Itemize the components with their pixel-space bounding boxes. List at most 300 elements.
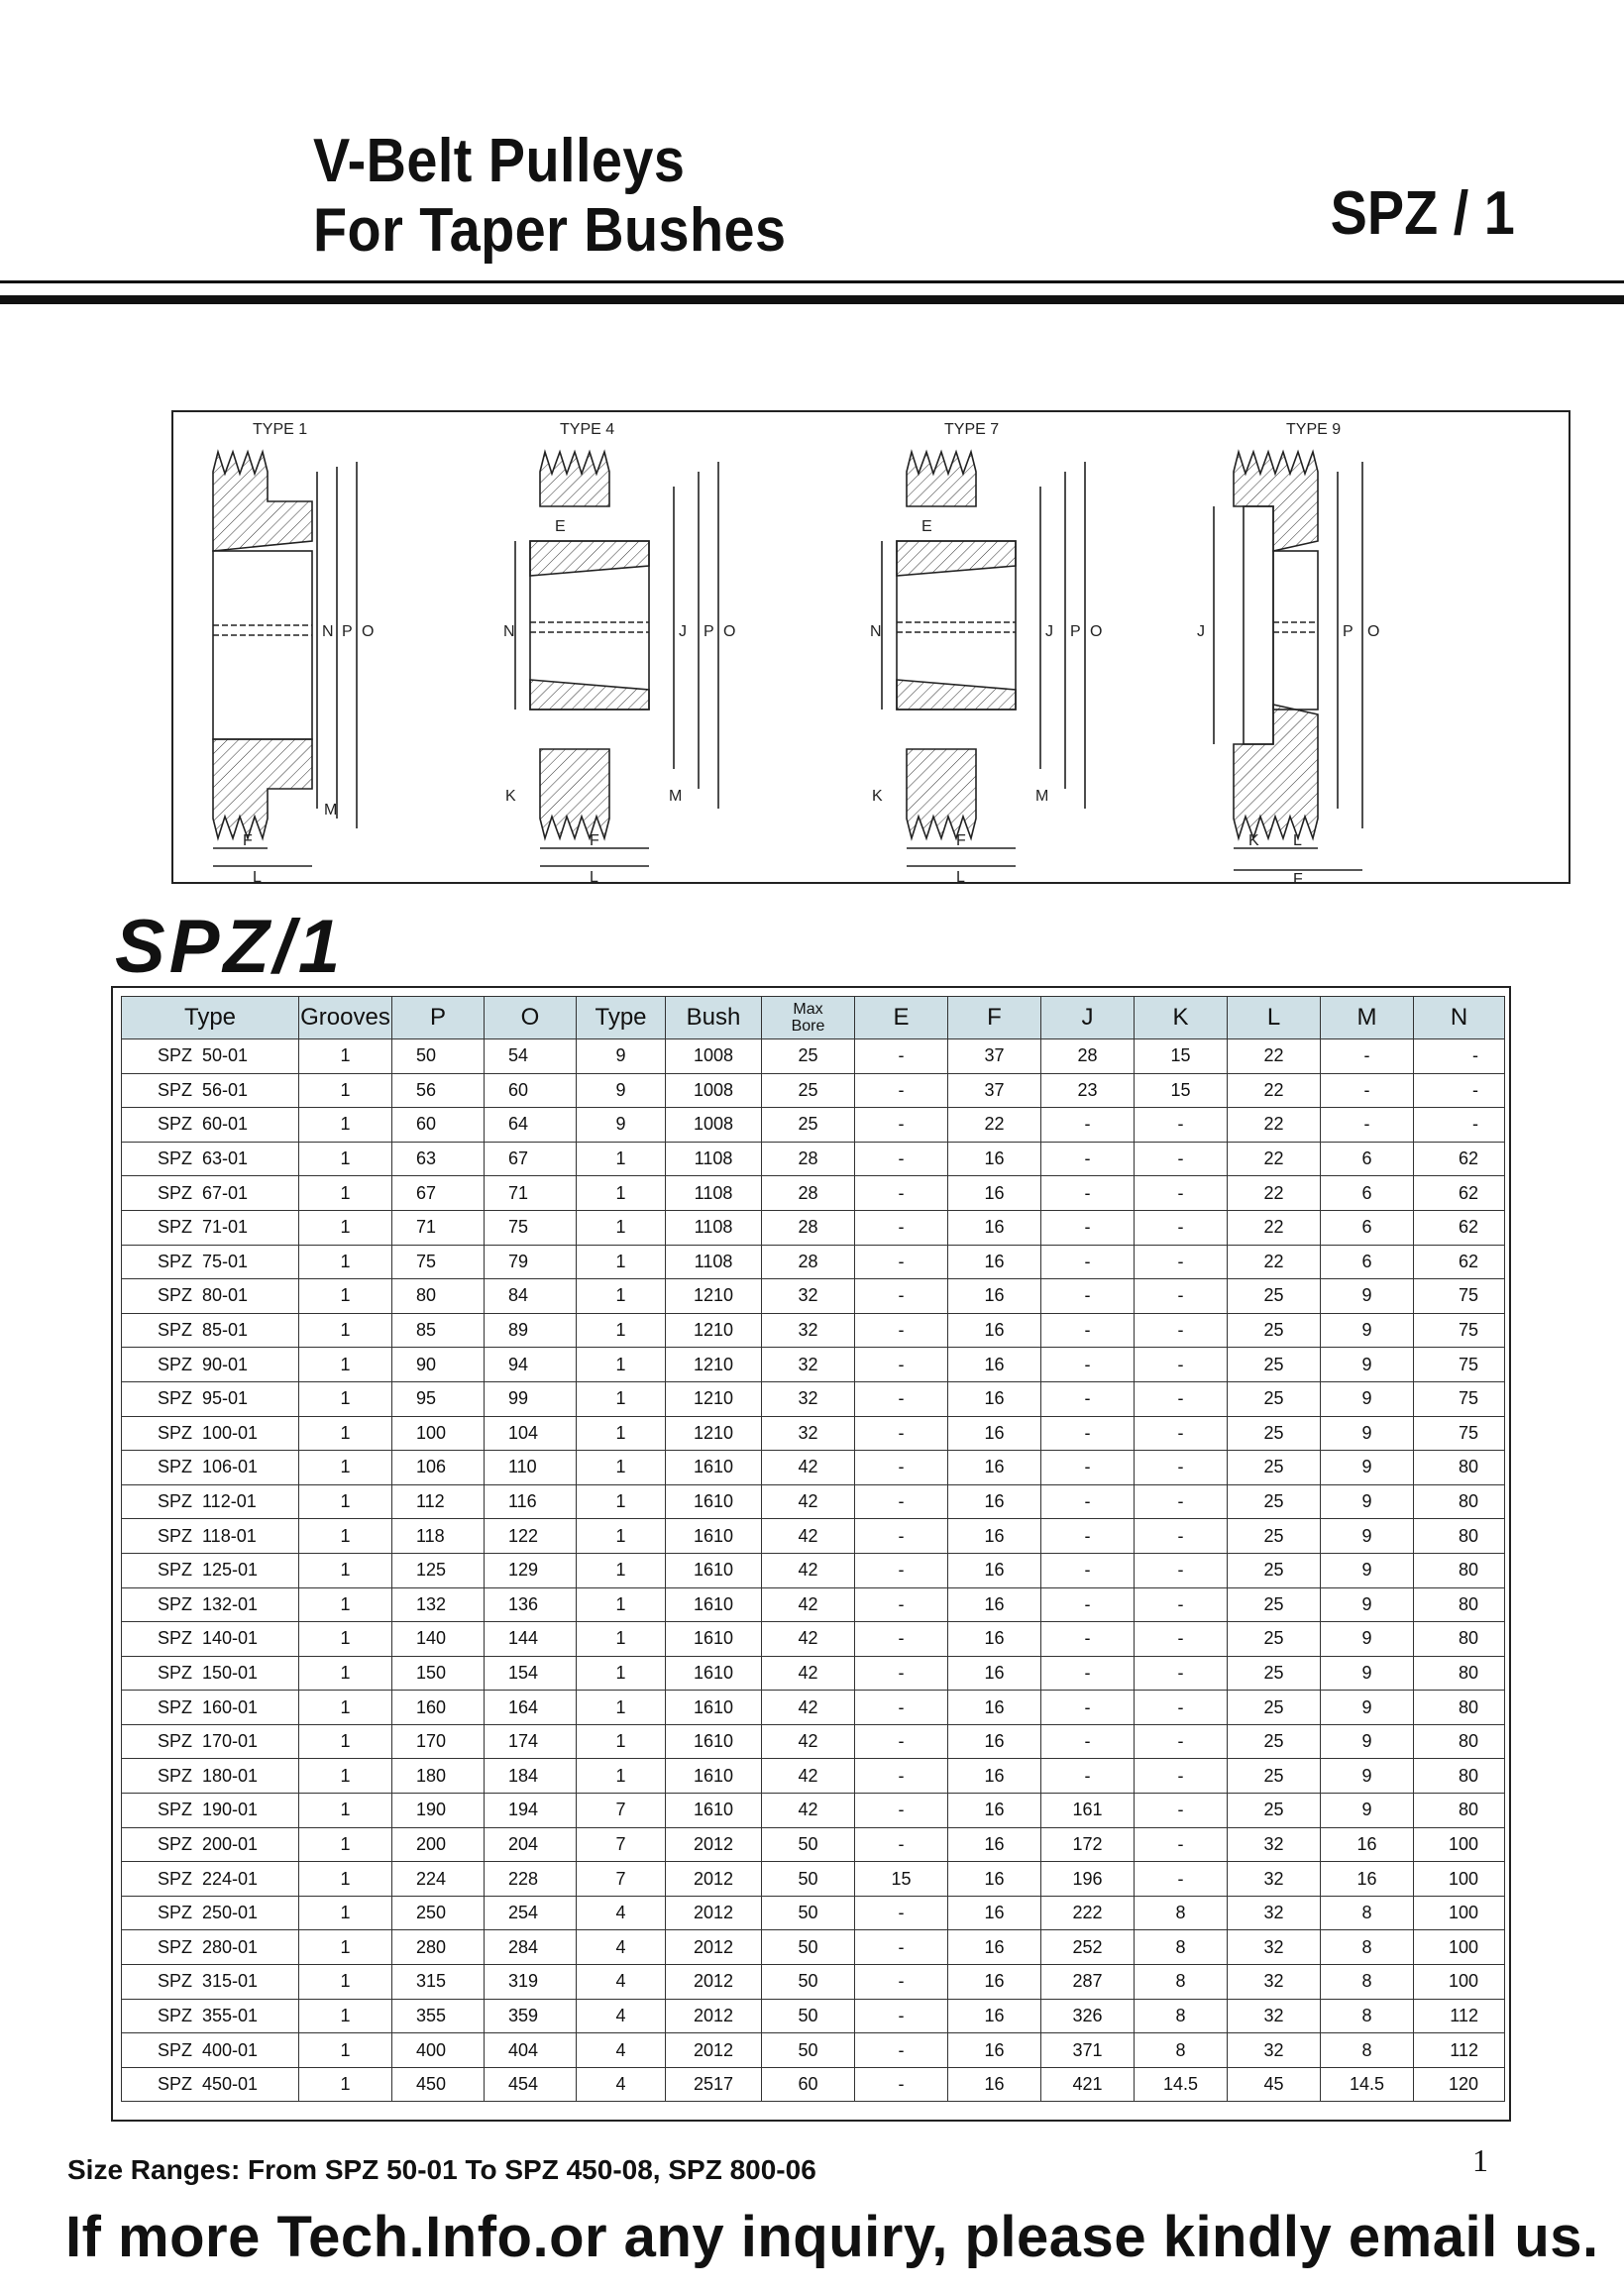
cell-max-bore: 25 (762, 1073, 855, 1108)
cell-j: - (1041, 1553, 1135, 1587)
cell-p: 250 (392, 1896, 485, 1930)
cell-f: 16 (948, 1622, 1041, 1657)
cell-max-bore: 42 (762, 1484, 855, 1519)
cell-grooves: 1 (299, 1896, 392, 1930)
cell-e: - (855, 2067, 948, 2102)
cell-n: 100 (1414, 1930, 1505, 1965)
cell-j: 196 (1041, 1862, 1135, 1897)
cell-max-bore: 42 (762, 1451, 855, 1485)
cell-max-bore: 42 (762, 1691, 855, 1725)
title-line-1: V-Belt Pulleys (313, 127, 686, 195)
cell-type-no: 7 (577, 1862, 666, 1897)
cell-type-no: 9 (577, 1108, 666, 1143)
cell-type-no: 1 (577, 1724, 666, 1759)
header-rule-thick (0, 295, 1624, 304)
cell-m: 8 (1321, 1999, 1414, 2033)
cell-k: 15 (1135, 1073, 1228, 1108)
cell-j: - (1041, 1348, 1135, 1382)
cell-l: 45 (1228, 2067, 1321, 2102)
cell-n: 75 (1414, 1313, 1505, 1348)
cell-e: - (855, 1519, 948, 1554)
cell-type: SPZ 132-01 (122, 1587, 299, 1622)
table-row (122, 1108, 1505, 1143)
cell-m: 8 (1321, 1930, 1414, 1965)
cell-max-bore: 50 (762, 1930, 855, 1965)
cell-bush: 1610 (666, 1587, 762, 1622)
cell-type: SPZ 280-01 (122, 1930, 299, 1965)
cell-m: 9 (1321, 1622, 1414, 1657)
cell-max-bore: 32 (762, 1313, 855, 1348)
dim-k-9: K (1248, 832, 1259, 849)
cell-n: 75 (1414, 1279, 1505, 1314)
table-row (122, 1930, 1505, 1965)
cell-type: SPZ 170-01 (122, 1724, 299, 1759)
cell-k: - (1135, 1553, 1228, 1587)
cell-o: 454 (485, 2067, 577, 2102)
cell-l: 25 (1228, 1622, 1321, 1657)
cell-p: 112 (392, 1484, 485, 1519)
table-row (122, 1794, 1505, 1828)
cell-n: 80 (1414, 1759, 1505, 1794)
dim-f-9: F (1293, 871, 1303, 886)
cell-l: 32 (1228, 1930, 1321, 1965)
cell-e: - (855, 1381, 948, 1416)
cell-bush: 1210 (666, 1279, 762, 1314)
cell-bush: 2012 (666, 1862, 762, 1897)
col-header-l: L (1228, 997, 1321, 1039)
dim-l-9: L (1293, 832, 1302, 849)
cell-type-no: 1 (577, 1622, 666, 1657)
cell-l: 25 (1228, 1587, 1321, 1622)
cell-type: SPZ 112-01 (122, 1484, 299, 1519)
cell-e: - (855, 1348, 948, 1382)
cell-o: 164 (485, 1691, 577, 1725)
cell-j: 28 (1041, 1039, 1135, 1074)
cell-f: 16 (948, 1348, 1041, 1382)
cell-grooves: 1 (299, 1794, 392, 1828)
dim-o-1: O (362, 623, 375, 640)
cell-bush: 1210 (666, 1381, 762, 1416)
cell-k: - (1135, 1484, 1228, 1519)
cell-k: - (1135, 1587, 1228, 1622)
cell-grooves: 1 (299, 1862, 392, 1897)
table-body (122, 1039, 1505, 2102)
table-row (122, 1553, 1505, 1587)
cell-j: 23 (1041, 1073, 1135, 1108)
cell-f: 16 (948, 1519, 1041, 1554)
cell-f: 16 (948, 1587, 1041, 1622)
cell-f: 16 (948, 2067, 1041, 2102)
cell-o: 67 (485, 1142, 577, 1176)
cell-max-bore: 28 (762, 1142, 855, 1176)
cell-type-no: 1 (577, 1313, 666, 1348)
cell-o: 204 (485, 1827, 577, 1862)
cell-n: 80 (1414, 1724, 1505, 1759)
cell-type: SPZ 190-01 (122, 1794, 299, 1828)
dim-n-1: N (322, 623, 334, 640)
cell-type: SPZ 90-01 (122, 1348, 299, 1382)
cell-o: 64 (485, 1108, 577, 1143)
table-row (122, 1484, 1505, 1519)
cell-n: 80 (1414, 1451, 1505, 1485)
cell-type: SPZ 50-01 (122, 1039, 299, 1074)
cell-type-no: 4 (577, 2033, 666, 2068)
table-row (122, 1862, 1505, 1897)
cell-type-no: 1 (577, 1656, 666, 1691)
cell-n: 112 (1414, 1999, 1505, 2033)
cell-e: - (855, 1724, 948, 1759)
cell-e: - (855, 1587, 948, 1622)
cell-grooves: 1 (299, 1451, 392, 1485)
col-header-o: O (485, 997, 577, 1039)
cell-n: 62 (1414, 1176, 1505, 1211)
cell-max-bore: 32 (762, 1381, 855, 1416)
cell-j: - (1041, 1519, 1135, 1554)
cell-e: - (855, 1279, 948, 1314)
cell-k: - (1135, 1416, 1228, 1451)
cell-j: 222 (1041, 1896, 1135, 1930)
cell-m: 8 (1321, 1896, 1414, 1930)
type-label-9: TYPE 9 (1286, 421, 1342, 438)
cell-e: - (855, 1108, 948, 1143)
cell-type-no: 1 (577, 1348, 666, 1382)
cell-m: 9 (1321, 1279, 1414, 1314)
cell-o: 104 (485, 1416, 577, 1451)
cell-l: 25 (1228, 1416, 1321, 1451)
cell-max-bore: 42 (762, 1759, 855, 1794)
cell-type: SPZ 140-01 (122, 1622, 299, 1657)
dim-p-9: P (1343, 623, 1353, 640)
cell-m: 16 (1321, 1827, 1414, 1862)
cell-p: 200 (392, 1827, 485, 1862)
cell-type-no: 1 (577, 1176, 666, 1211)
cell-n: 80 (1414, 1553, 1505, 1587)
cell-l: 25 (1228, 1519, 1321, 1554)
cell-n: 62 (1414, 1245, 1505, 1279)
cell-m: 8 (1321, 1965, 1414, 2000)
cell-bush: 2012 (666, 1999, 762, 2033)
cell-p: 132 (392, 1587, 485, 1622)
cell-f: 16 (948, 1176, 1041, 1211)
dim-l-4: L (590, 869, 598, 886)
cell-type: SPZ 450-01 (122, 2067, 299, 2102)
cell-p: 140 (392, 1622, 485, 1657)
cell-grooves: 1 (299, 1999, 392, 2033)
cell-grooves: 1 (299, 1622, 392, 1657)
table-row (122, 1176, 1505, 1211)
cell-type-no: 1 (577, 1381, 666, 1416)
cell-grooves: 1 (299, 1108, 392, 1143)
cell-j: - (1041, 1656, 1135, 1691)
cell-bush: 1108 (666, 1142, 762, 1176)
product-code: SPZ / 1 (1330, 179, 1515, 248)
cell-j: - (1041, 1416, 1135, 1451)
cell-k: - (1135, 1142, 1228, 1176)
cell-e: - (855, 1451, 948, 1485)
cell-j: 161 (1041, 1794, 1135, 1828)
cell-o: 184 (485, 1759, 577, 1794)
cell-grooves: 1 (299, 1656, 392, 1691)
cell-grooves: 1 (299, 1759, 392, 1794)
table-row (122, 1965, 1505, 2000)
cell-bush: 1610 (666, 1622, 762, 1657)
cell-l: 25 (1228, 1691, 1321, 1725)
cell-j: 172 (1041, 1827, 1135, 1862)
cell-e: - (855, 1691, 948, 1725)
dim-j-4: J (679, 623, 687, 640)
cell-e: - (855, 1210, 948, 1245)
cell-l: 25 (1228, 1794, 1321, 1828)
cell-type: SPZ 200-01 (122, 1827, 299, 1862)
cell-k: - (1135, 1862, 1228, 1897)
cell-o: 284 (485, 1930, 577, 1965)
cell-k: 8 (1135, 1999, 1228, 2033)
cell-type-no: 1 (577, 1245, 666, 1279)
cell-bush: 1610 (666, 1724, 762, 1759)
cell-o: 254 (485, 1896, 577, 1930)
cell-grooves: 1 (299, 2033, 392, 2068)
cell-type: SPZ 355-01 (122, 1999, 299, 2033)
cell-o: 154 (485, 1656, 577, 1691)
table-row (122, 1416, 1505, 1451)
header-rule-thin (0, 280, 1624, 283)
cell-n: 80 (1414, 1794, 1505, 1828)
cell-e: - (855, 1313, 948, 1348)
cell-bush: 2012 (666, 1827, 762, 1862)
cell-n: 80 (1414, 1587, 1505, 1622)
col-header-f: F (948, 997, 1041, 1039)
cell-o: 89 (485, 1313, 577, 1348)
dim-k-7: K (872, 788, 883, 805)
cell-type: SPZ 56-01 (122, 1073, 299, 1108)
cell-p: 400 (392, 2033, 485, 2068)
cell-m: 9 (1321, 1451, 1414, 1485)
cell-type: SPZ 180-01 (122, 1759, 299, 1794)
dim-e-4: E (555, 518, 566, 535)
cell-k: - (1135, 1794, 1228, 1828)
cell-type-no: 1 (577, 1519, 666, 1554)
cell-o: 228 (485, 1862, 577, 1897)
dim-e-7: E (921, 518, 932, 535)
cell-k: - (1135, 1656, 1228, 1691)
cell-type-no: 4 (577, 1930, 666, 1965)
cell-l: 25 (1228, 1381, 1321, 1416)
cell-f: 16 (948, 1691, 1041, 1725)
col-header-type: Type (122, 997, 299, 1039)
cell-k: - (1135, 1245, 1228, 1279)
cell-n: 62 (1414, 1210, 1505, 1245)
cell-p: 160 (392, 1691, 485, 1725)
cell-type-no: 1 (577, 1587, 666, 1622)
type-7-drawing (870, 421, 1102, 886)
dim-l-7: L (956, 869, 965, 886)
table-row (122, 1279, 1505, 1314)
cell-f: 22 (948, 1108, 1041, 1143)
cell-k: - (1135, 1451, 1228, 1485)
cell-bush: 1610 (666, 1484, 762, 1519)
spz-table-frame (111, 986, 1511, 2122)
cell-max-bore: 32 (762, 1279, 855, 1314)
cell-o: 94 (485, 1348, 577, 1382)
cell-grooves: 1 (299, 1142, 392, 1176)
cell-f: 16 (948, 1862, 1041, 1897)
cell-m: 6 (1321, 1176, 1414, 1211)
cell-o: 71 (485, 1176, 577, 1211)
col-header-e: E (855, 997, 948, 1039)
cell-j: - (1041, 1381, 1135, 1416)
cell-type-no: 4 (577, 1999, 666, 2033)
table-row (122, 1999, 1505, 2033)
cell-grooves: 1 (299, 1039, 392, 1074)
cell-grooves: 1 (299, 1827, 392, 1862)
cell-bush: 1610 (666, 1759, 762, 1794)
cell-p: 315 (392, 1965, 485, 2000)
table-row (122, 1691, 1505, 1725)
table-row (122, 1656, 1505, 1691)
cell-j: - (1041, 1313, 1135, 1348)
cell-n: 80 (1414, 1656, 1505, 1691)
cell-o: 194 (485, 1794, 577, 1828)
cell-j: - (1041, 1451, 1135, 1485)
cell-m: 9 (1321, 1759, 1414, 1794)
type-4-drawing (503, 421, 735, 886)
cell-j: 421 (1041, 2067, 1135, 2102)
cell-e: - (855, 1039, 948, 1074)
cell-grooves: 1 (299, 1553, 392, 1587)
cell-m: 9 (1321, 1656, 1414, 1691)
cell-type-no: 4 (577, 1965, 666, 2000)
cell-l: 22 (1228, 1210, 1321, 1245)
cell-max-bore: 42 (762, 1656, 855, 1691)
cell-l: 25 (1228, 1348, 1321, 1382)
cell-j: - (1041, 1279, 1135, 1314)
cell-k: - (1135, 1279, 1228, 1314)
cell-p: 125 (392, 1553, 485, 1587)
cell-l: 32 (1228, 1965, 1321, 2000)
cell-bush: 1108 (666, 1176, 762, 1211)
cell-l: 22 (1228, 1176, 1321, 1211)
dim-p-4: P (704, 623, 714, 640)
table-row (122, 1073, 1505, 1108)
cell-type: SPZ 75-01 (122, 1245, 299, 1279)
cell-m: 6 (1321, 1142, 1414, 1176)
cell-n: 80 (1414, 1691, 1505, 1725)
cell-bush: 1108 (666, 1245, 762, 1279)
pulley-spec-table (121, 996, 1505, 2102)
cell-type: SPZ 224-01 (122, 1862, 299, 1897)
cell-f: 16 (948, 1999, 1041, 2033)
cell-bush: 1610 (666, 1451, 762, 1485)
cell-o: 75 (485, 1210, 577, 1245)
cell-k: - (1135, 1381, 1228, 1416)
cell-m: 9 (1321, 1724, 1414, 1759)
dim-o-4: O (723, 623, 736, 640)
cell-o: 319 (485, 1965, 577, 2000)
cell-f: 16 (948, 1451, 1041, 1485)
cell-e: - (855, 1930, 948, 1965)
cell-f: 16 (948, 1656, 1041, 1691)
table-row (122, 1313, 1505, 1348)
cell-max-bore: 28 (762, 1176, 855, 1211)
cell-p: 450 (392, 2067, 485, 2102)
cell-type-no: 7 (577, 1794, 666, 1828)
cell-o: 359 (485, 1999, 577, 2033)
dim-l-1: L (253, 869, 262, 886)
cell-e: - (855, 1484, 948, 1519)
cell-grooves: 1 (299, 1348, 392, 1382)
cell-l: 22 (1228, 1245, 1321, 1279)
cell-m: 8 (1321, 2033, 1414, 2068)
cell-grooves: 1 (299, 1930, 392, 1965)
cell-k: - (1135, 1108, 1228, 1143)
cell-n: 80 (1414, 1622, 1505, 1657)
dim-m-7: M (1035, 788, 1049, 805)
cell-e: - (855, 1759, 948, 1794)
cell-m: 9 (1321, 1381, 1414, 1416)
cell-n: 100 (1414, 1965, 1505, 2000)
cell-max-bore: 50 (762, 1896, 855, 1930)
cell-type: SPZ 400-01 (122, 2033, 299, 2068)
cell-o: 129 (485, 1553, 577, 1587)
cell-l: 32 (1228, 2033, 1321, 2068)
cell-f: 16 (948, 1484, 1041, 1519)
cell-e: - (855, 1142, 948, 1176)
dim-p-7: P (1070, 623, 1081, 640)
cell-grooves: 1 (299, 1587, 392, 1622)
cell-type: SPZ 63-01 (122, 1142, 299, 1176)
table-row (122, 1039, 1505, 1074)
cell-f: 16 (948, 1416, 1041, 1451)
cell-m: 14.5 (1321, 2067, 1414, 2102)
cell-m: - (1321, 1073, 1414, 1108)
cell-bush: 1610 (666, 1691, 762, 1725)
cell-k: - (1135, 1176, 1228, 1211)
cell-m: 16 (1321, 1862, 1414, 1897)
cell-k: 8 (1135, 2033, 1228, 2068)
dim-f-1: F (243, 832, 253, 849)
cell-l: 32 (1228, 1999, 1321, 2033)
cell-bush: 1108 (666, 1210, 762, 1245)
col-header-bush: Bush (666, 997, 762, 1039)
cell-m: 9 (1321, 1348, 1414, 1382)
pulley-drawings-svg (173, 412, 1572, 886)
cell-m: 9 (1321, 1691, 1414, 1725)
table-row (122, 1245, 1505, 1279)
page-number: 1 (1472, 2142, 1488, 2178)
cell-p: 56 (392, 1073, 485, 1108)
cell-p: 150 (392, 1656, 485, 1691)
cell-k: - (1135, 1759, 1228, 1794)
cell-f: 16 (948, 1381, 1041, 1416)
cell-p: 118 (392, 1519, 485, 1554)
table-row (122, 2067, 1505, 2102)
cell-e: - (855, 1896, 948, 1930)
cell-max-bore: 42 (762, 1553, 855, 1587)
table-row (122, 1348, 1505, 1382)
table-row (122, 1759, 1505, 1794)
cell-e: - (855, 2033, 948, 2068)
cell-k: - (1135, 1724, 1228, 1759)
cell-type: SPZ 67-01 (122, 1176, 299, 1211)
cell-j: - (1041, 1691, 1135, 1725)
cell-j: 326 (1041, 1999, 1135, 2033)
table-row (122, 1587, 1505, 1622)
cell-max-bore: 42 (762, 1519, 855, 1554)
cell-e: - (855, 1794, 948, 1828)
table-row (122, 1142, 1505, 1176)
table-row (122, 1381, 1505, 1416)
dim-k-4: K (505, 788, 516, 805)
